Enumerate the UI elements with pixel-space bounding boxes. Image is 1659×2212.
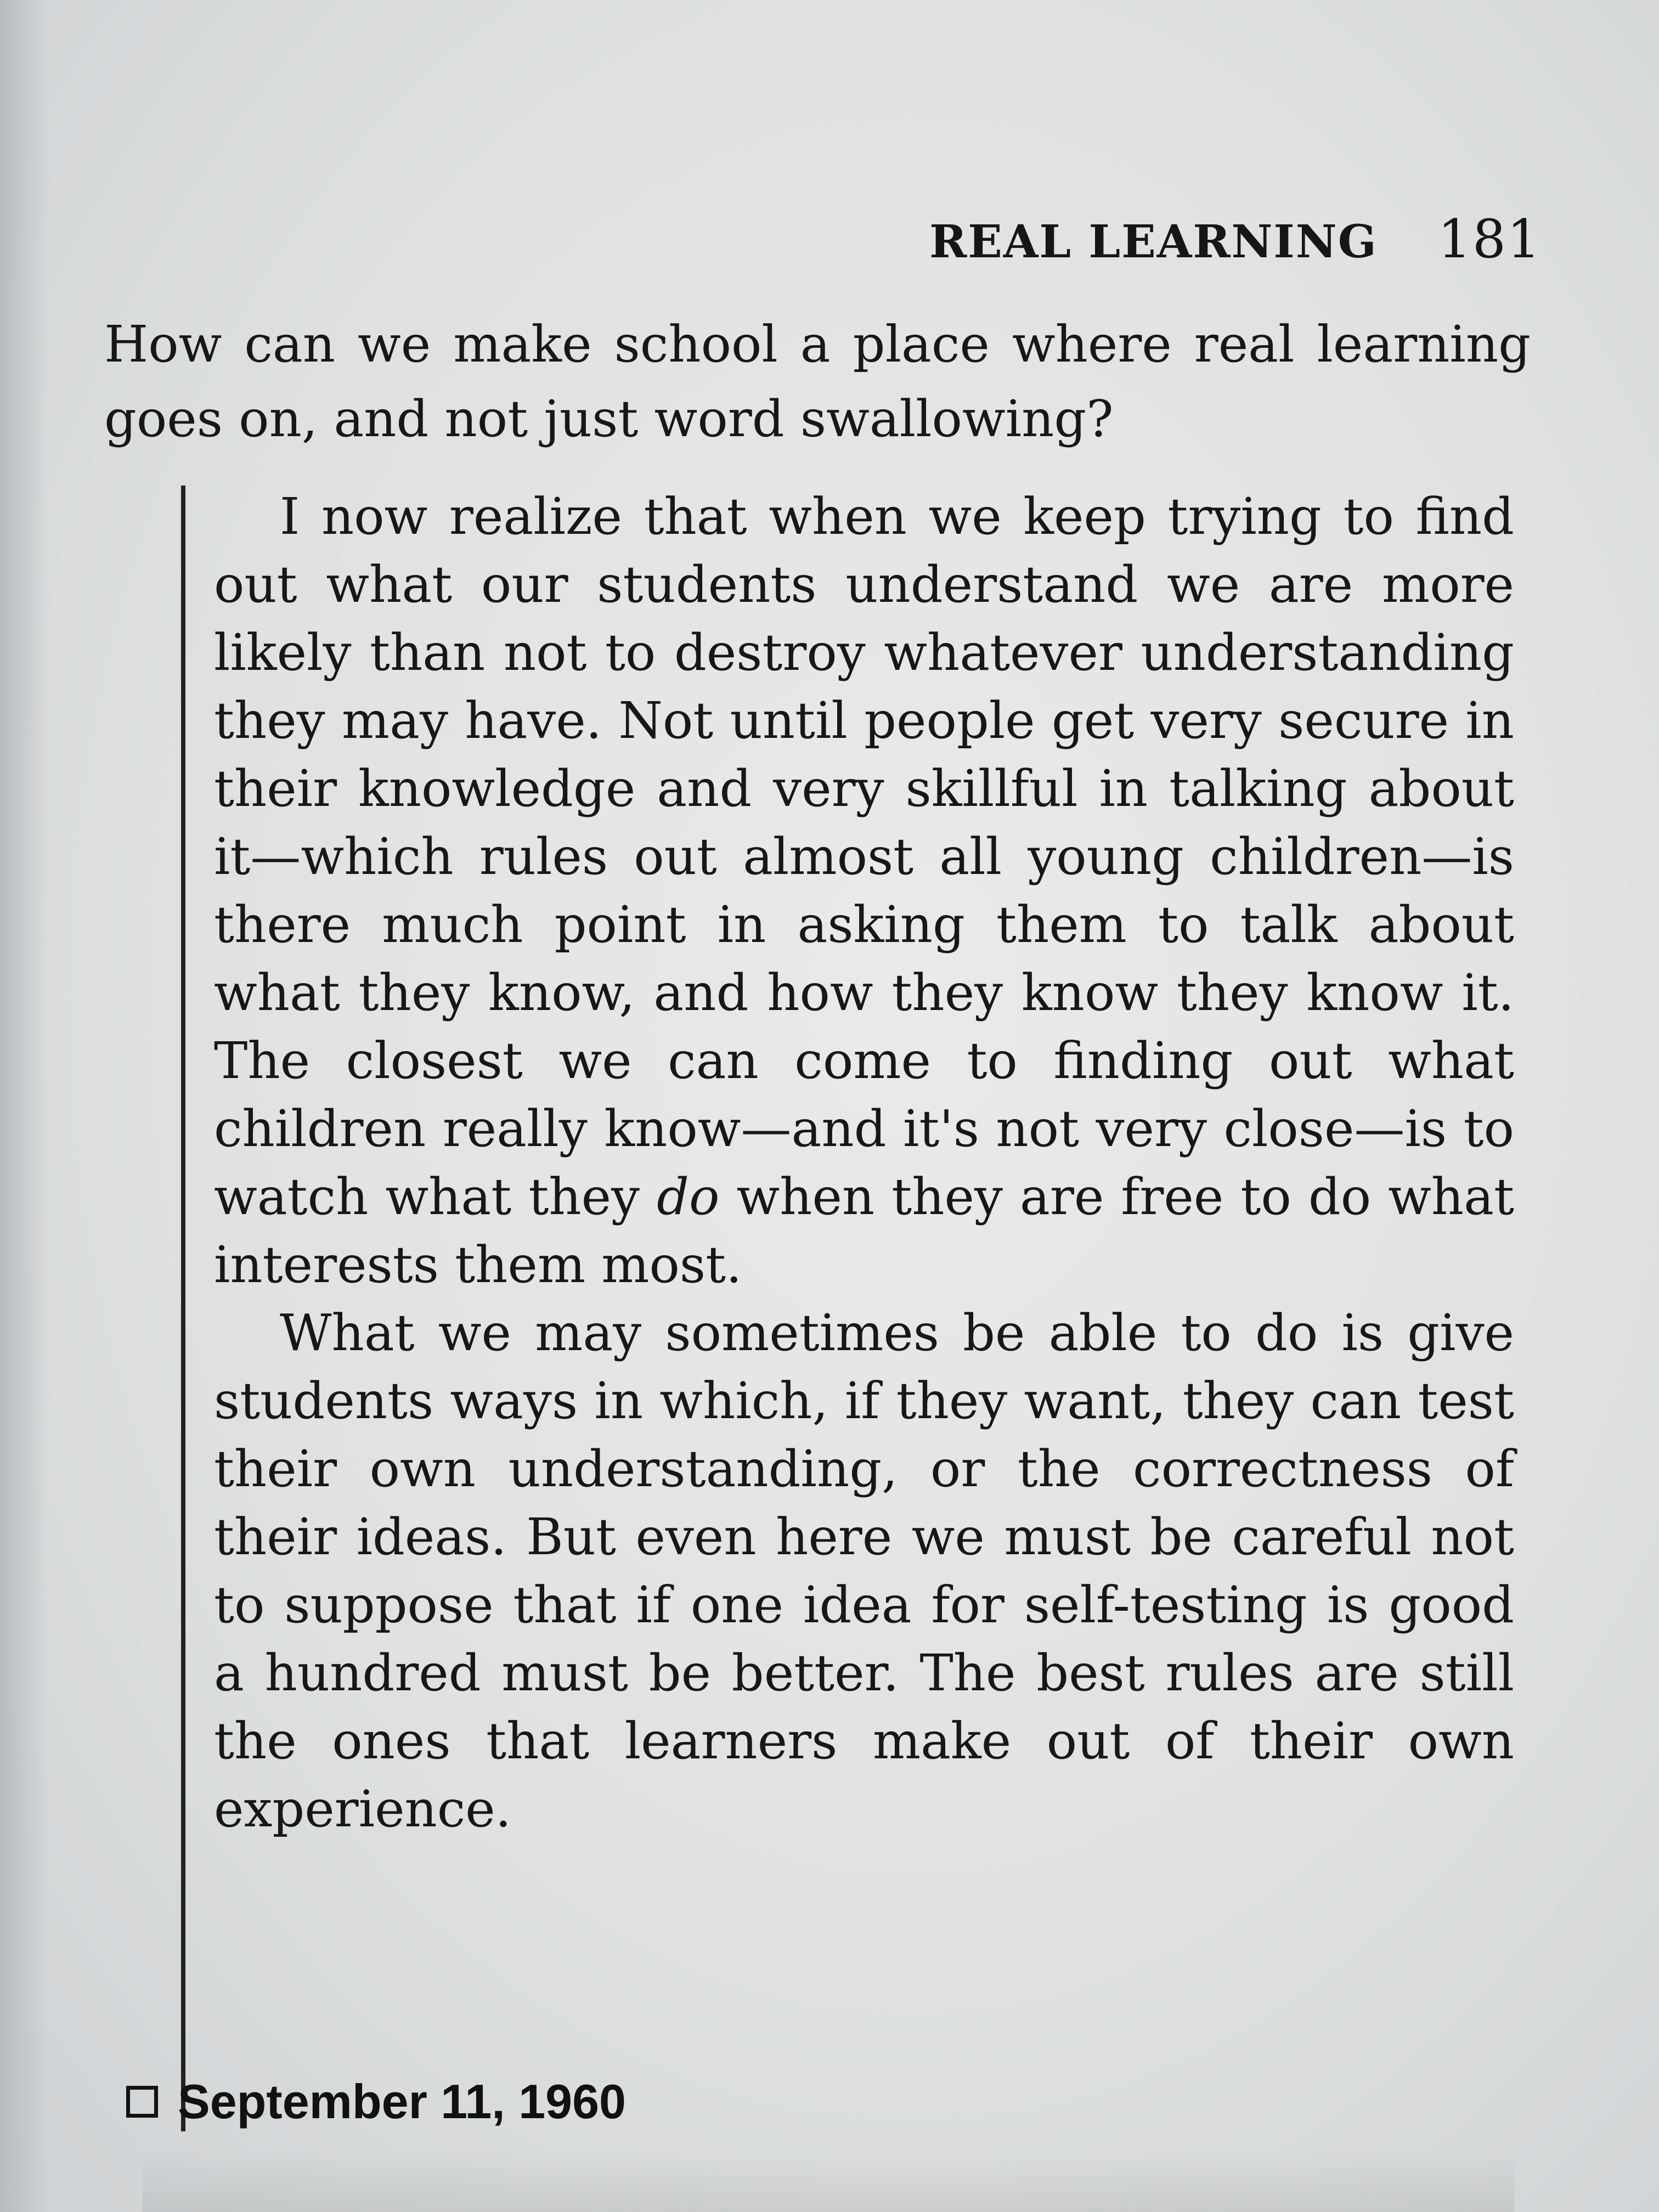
running-head <box>929 208 1542 270</box>
passage-italic-word: do <box>657 1167 720 1226</box>
passage-paragraph-1-end: when they are free to do what interests them most. <box>214 1167 1515 1294</box>
cut-off-text-line <box>143 2151 1514 2212</box>
passage-paragraph-1-start: I now realize that when we keep trying to find out what our students understand we are more likely than not to destroy whatever understanding they may have. Not until people get very secure in their knowledge and very skillful in talking about it—which rules out almost all young children—is there much point in asking them to talk about what they know, and how they know they know it. The closest we can come to finding out what children really know—and it's not very close—is to watch what they <box>214 487 1514 1226</box>
passage-paragraph-1 <box>214 483 1514 1299</box>
book-spine-shadow <box>0 0 49 2212</box>
quote-margin-rule <box>181 486 185 2131</box>
running-head-title: REAL LEARNING <box>929 216 1378 268</box>
journal-entry-heading <box>126 2074 626 2130</box>
square-bullet-icon <box>126 2086 158 2118</box>
page-number: 181 <box>1437 208 1542 270</box>
book-page <box>104 208 1542 2211</box>
intro-question: How can we make school a place where real learning goes on, and not just word swallowing? <box>104 315 1531 448</box>
indented-passage <box>214 483 1514 1843</box>
passage-paragraph-2: What we may sometimes be able to do is give students ways in which, if they want, they can test their own understanding, or the correctness of their ideas. But even here we must be careful not to suppose that if one idea for self-testing is good a hundred must be better. The best rules are still the ones that learners make out of their own experience. <box>214 1304 1514 1838</box>
entry-date: September 11, 1960 <box>178 2074 626 2129</box>
